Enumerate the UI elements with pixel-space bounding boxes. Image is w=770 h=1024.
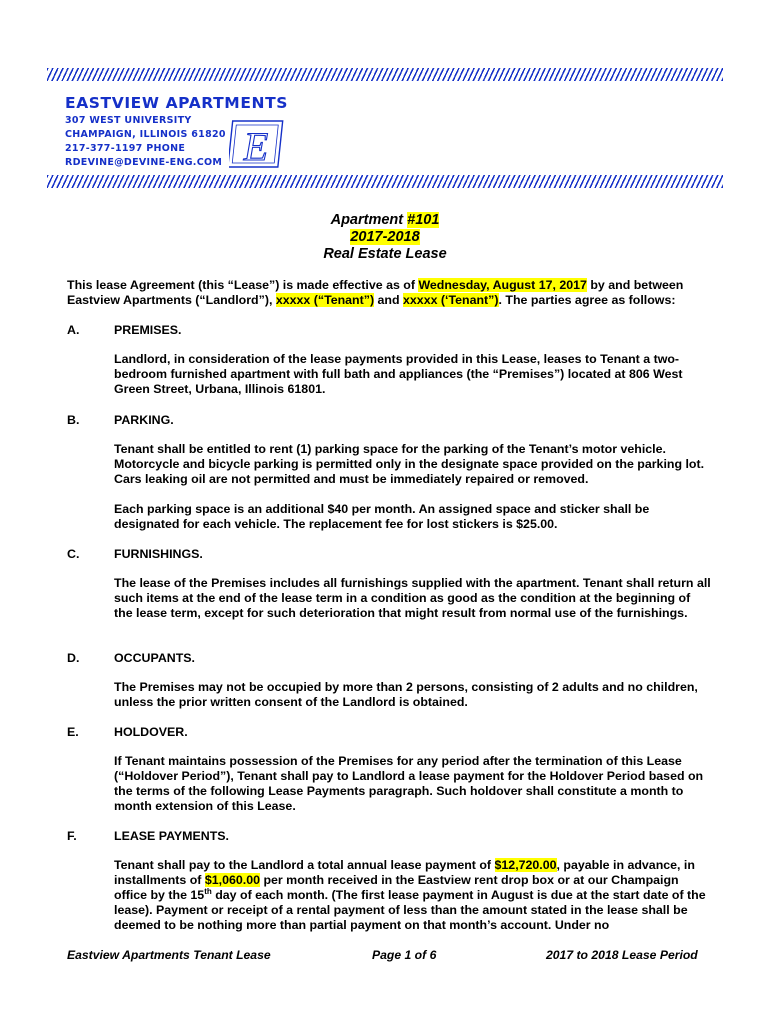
footer-right: 2017 to 2018 Lease Period (546, 948, 698, 962)
title-apartment: Apartment #101 (330, 212, 440, 228)
phone: 217-377-1197 PHONE (65, 143, 186, 154)
tenant-1: xxxxx (“Tenant”) (275, 293, 375, 307)
effective-date: Wednesday, August 17, 2017 (418, 278, 587, 292)
section-f-paragraph: Tenant shall pay to the Landlord a total annual lease payment of $12,720.00, payable in advance, in installments of $1,060.00 per month received in the Eastview rent drop box or at our Champaign office by the 15th day of each month. (The first lease payment in August is due at the start date of the lease). Payment or receipt of a rental payment of less than the amount stated in the lease shall be deemed to be nothing more than partial payment on that month’s account. Under no (114, 858, 706, 932)
address-line-1: 307 WEST UNIVERSITY (65, 115, 192, 126)
company-name: EASTVIEW APARTMENTS (65, 94, 289, 112)
annual-payment: $12,720.00 (494, 858, 557, 872)
title-years: 2017-2018 (350, 229, 420, 245)
apartment-number: #101 (407, 212, 440, 228)
company-logo (229, 118, 287, 170)
section-d-paragraph: The Premises may not be occupied by more than 2 persons, consisting of 2 adults and no children, unless the prior written consent of the Landlord is obtained. (114, 680, 698, 709)
section-c-heading: C. FURNISHINGS. (67, 547, 203, 561)
address-line-2: CHAMPAIGN, ILLINOIS 61820 (65, 129, 226, 140)
section-c-paragraph: The lease of the Premises includes all furnishings supplied with the apartment. Tenant shall return all such items at the end of the lease term in a condition as good as the condition at the beginning of the lease term, except for such deterioration that might result from normal use of the furnishings. (114, 576, 711, 620)
footer-left: Eastview Apartments Tenant Lease (67, 948, 271, 962)
section-d-heading: D. OCCUPANTS. (67, 651, 195, 665)
section-a-heading: A. PREMISES. (67, 323, 182, 337)
tenant-2: xxxxx (‘Tenant”) (403, 293, 499, 307)
monthly-payment: $1,060.00 (204, 873, 261, 887)
section-b-heading: B. PARKING. (67, 413, 174, 427)
section-b-paragraph-1: Tenant shall be entitled to rent (1) parking space for the parking of the Tenant’s motor vehicle. Motorcycle and bicycle parking is permitted only in the designate space provided on the parking lot. Cars leaking oil are not permitted and must be immediately repaired or removed. (114, 442, 705, 486)
letterhead-bottom-rule (47, 175, 723, 188)
section-a-paragraph: Landlord, in consideration of the lease payments provided in this Lease, leases to Tenant a two-bedroom furnished apartment with full bath and appliances (the “Premises”) located at 806 West Green Street, Urbana, Illinois 61801. (114, 352, 683, 396)
email: RDEVINE@DEVINE-ENG.COM (65, 157, 223, 168)
footer-page-number: Page 1 of 6 (372, 948, 437, 962)
logo-letter: E (243, 124, 269, 169)
title-doc-type: Real Estate Lease (323, 246, 447, 262)
section-e-paragraph: If Tenant maintains possession of the Premises for any period after the termination of this Lease (“Holdover Period”), Tenant shall pay to Landlord a lease payment for the Holdover Period based on the terms of the following Lease Payments paragraph. Such holdover shall constitute a month to month extension of this Lease. (114, 754, 704, 813)
section-f-heading: F. LEASE PAYMENTS. (67, 829, 229, 843)
section-b-paragraph-2: Each parking space is an additional $40 per month. An assigned space and sticker shall be designated for each vehicle. The replacement fee for lost stickers is $25.00. (114, 502, 650, 531)
intro-paragraph: This lease Agreement (this “Lease”) is made effective as of Wednesday, August 17, 2017 by and between Eastview Apartments (“Landlord”), xxxxx (“Tenant”) and xxxxx (‘Tenant”). The parties agree as follows: (67, 278, 684, 307)
section-e-heading: E. HOLDOVER. (67, 725, 188, 739)
letterhead-top-rule (47, 68, 723, 81)
